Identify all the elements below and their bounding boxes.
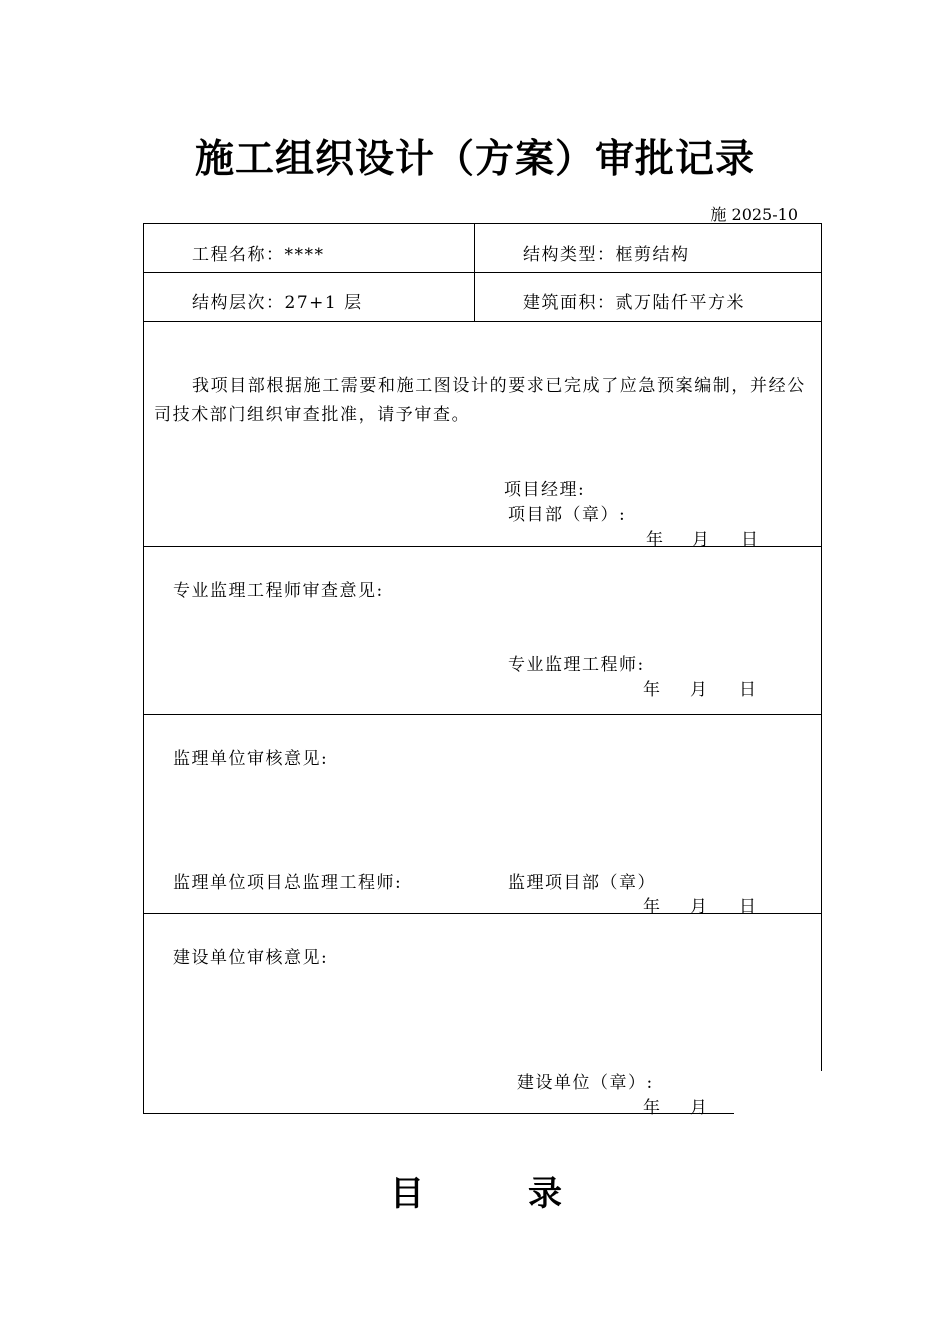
toc-heading-char-1: 目 [390,1174,424,1214]
supervisor-opinion-label: 专业监理工程师审查意见: [173,581,384,601]
owner-opinion-label: 建设单位审核意见: [173,948,329,968]
supervision-unit-opinion-label: 监理单位审核意见: [173,749,329,769]
supervision-dept-seal-label: 监理项目部（章） [508,873,656,893]
owner-seal-label: 建设单位（章）: [517,1073,654,1093]
chief-supervisor-label: 监理单位项目总监理工程师: [173,873,403,893]
project-name: 工程名称：**** [192,245,325,265]
page-title: 施工组织设计（方案）审批记录 [194,137,755,182]
project-manager-label: 项目经理: [504,480,586,500]
supervisor-engineer-label: 专业监理工程师: [508,655,645,675]
project-dept-seal-label: 项目部（章）: [508,505,627,525]
application-paragraph: 我项目部根据施工需要和施工图设计的要求已完成了应急预案编制，并经公司技术部门组织审查批准，请予审查。 [154,376,806,425]
building-area: 建筑面积：贰万陆仟平方米 [523,293,745,313]
toc-heading-char-2: 录 [528,1174,562,1214]
structure-floors: 结构层次：27+1 层 [192,293,363,313]
document-number: 施 2025-10 [710,205,798,224]
structure-type: 结构类型：框剪结构 [523,245,690,265]
